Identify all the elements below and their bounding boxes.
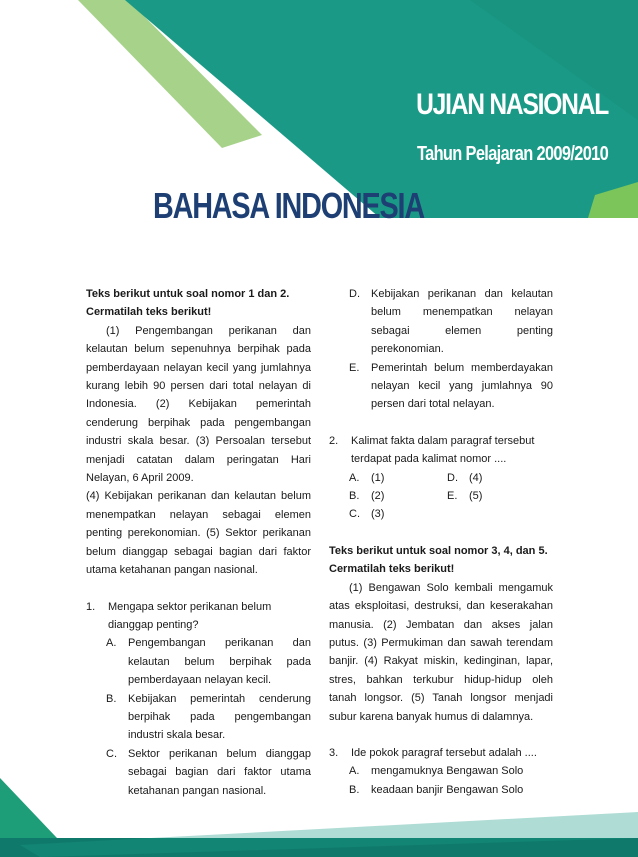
option-label: E.: [349, 361, 360, 374]
option-text: keadaan banjir Bengawan Solo: [371, 783, 524, 796]
option-b[interactable]: [349, 781, 553, 799]
option-e[interactable]: [349, 359, 553, 414]
question-number: 3.: [329, 746, 339, 759]
option-label: B.: [106, 692, 117, 705]
option-a[interactable]: [349, 469, 447, 487]
option-text: (2): [371, 490, 385, 503]
right-column: [329, 285, 553, 799]
option-label: B.: [349, 783, 360, 796]
option-b[interactable]: [349, 487, 447, 505]
option-c[interactable]: [349, 505, 447, 523]
option-label: D.: [447, 471, 458, 484]
question-1: [86, 598, 311, 635]
option-text: Pemerintah belum memberdayakan nelayan kecil yang jumlahnya 90 persen dari total nelayan.: [371, 361, 553, 411]
option-text: (1): [371, 471, 385, 484]
options-row-1: [349, 469, 553, 487]
option-text: (4): [469, 471, 483, 484]
options-row-3: [349, 505, 553, 523]
intro-instruction: Teks berikut untuk soal nomor 1 dan 2.: [86, 288, 290, 300]
option-label: C.: [106, 747, 117, 760]
option-d[interactable]: [349, 285, 553, 359]
option-label: D.: [349, 288, 360, 300]
option-b[interactable]: [106, 690, 311, 745]
exam-title: UJIAN NASIONAL: [416, 88, 608, 121]
option-a[interactable]: [349, 762, 553, 780]
option-label: C.: [349, 508, 360, 521]
reading-passage-continued: (4) Kebijakan perikanan dan kelautan belum menempatkan nelayan sebagai elemen penting perekonomian. (5) Sektor perikanan belum dianggap sebagai bagian dari faktor utama ketahanan pangan nasional.: [86, 490, 311, 577]
question-3: [329, 744, 553, 762]
option-text: mengamuknya Bengawan Solo: [371, 765, 524, 778]
option-text: (3): [371, 508, 385, 521]
options-row-2: [349, 487, 553, 505]
reading-passage: (1) Pengembangan perikanan dan kelautan belum sepenuhnya berpihak pada pemberdayaan nelayan kecil yang jumlahnya kurang lebih 90 persen dari total nelayan di Indonesia. (2) Kebijakan pemerintah cenderung berpihak pada pengembangan industri skala besar. (3) Persoalan tersebut menjadi catatan dalam peringatan Hari Nelayan, 6 April 2009.: [86, 324, 311, 485]
intro-prompt: Cermatilah teks berikut!: [329, 563, 455, 576]
option-e[interactable]: [447, 487, 545, 505]
question-text: Ide pokok paragraf tersebut adalah ....: [351, 746, 537, 759]
question-2: [329, 432, 553, 469]
option-text: Kebijakan pemerintah cenderung berpihak pada pengembangan industri skala besar.: [128, 692, 311, 742]
option-label: A.: [349, 471, 360, 484]
exam-year: Tahun Pelajaran 2009/2010: [416, 143, 608, 165]
option-label: B.: [349, 490, 360, 503]
option-label: A.: [349, 765, 360, 778]
option-text: (5): [469, 490, 483, 503]
question-text: Kalimat fakta dalam paragraf tersebut terdapat pada kalimat nomor ....: [351, 434, 535, 466]
option-d[interactable]: [447, 469, 545, 487]
option-label: E.: [447, 490, 458, 503]
question-text: Mengapa sektor perikanan belum dianggap penting?: [108, 600, 272, 631]
intro-instruction: Teks berikut untuk soal nomor 3, 4, dan 5.: [329, 544, 548, 557]
question-number: 2.: [329, 434, 339, 447]
option-a[interactable]: [106, 634, 311, 689]
intro-prompt: Cermatilah teks berikut!: [86, 306, 212, 319]
option-c[interactable]: [106, 745, 311, 800]
option-text: Kebijakan perikanan dan kelautan belum menempatkan nelayan sebagai elemen penting perekonomian.: [371, 288, 553, 356]
option-label: A.: [106, 637, 117, 650]
left-column: [86, 285, 311, 800]
subject-title: BAHASA INDONESIA: [153, 185, 424, 226]
question-number: 1.: [86, 600, 96, 613]
reading-passage: (1) Bengawan Solo kembali mengamuk atas eksploitasi, destruksi, dan keserakahan manusia. (2) Jembatan dan akses jalan putus. (3) Permukiman dan sawah terendam banjir. (4) Rakyat miskin, kedinginan, lapar, stres, bahkan terkubur hidup-hidup oleh tanah longsor. (5) Tanah longsor menjadi subur karena banyak humus di dalamnya.: [329, 581, 553, 723]
option-text: Sektor perikanan belum dianggap sebagai bagian dari faktor utama ketahanan pangan nasional.: [128, 747, 311, 797]
option-text: Pengembangan perikanan dan kelautan belum berpihak pada pemberdayaan nelayan kecil.: [128, 637, 311, 687]
